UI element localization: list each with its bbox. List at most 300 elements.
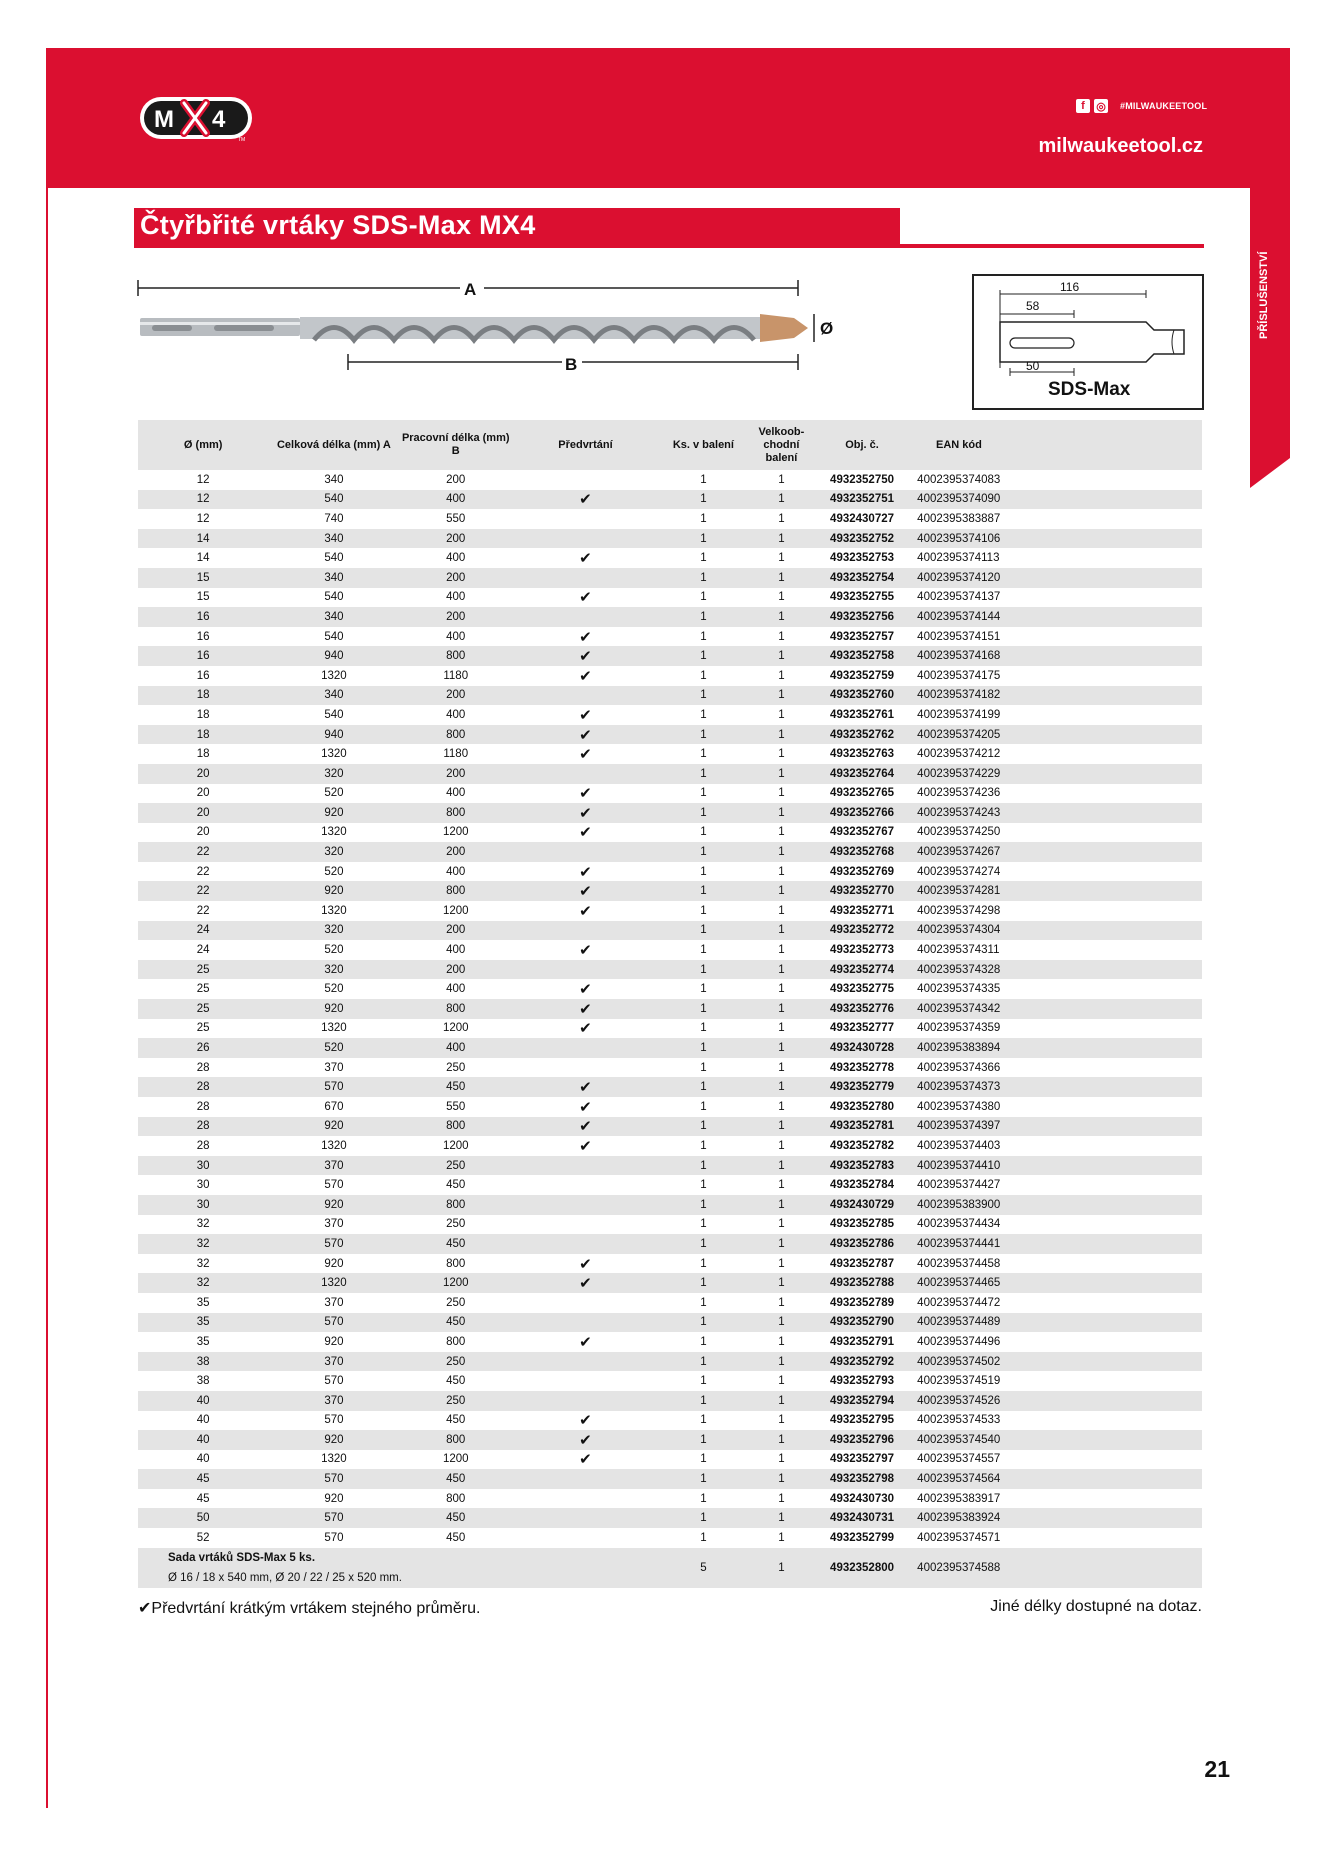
cell-length: 370 <box>324 1218 344 1231</box>
svg-text:4: 4 <box>212 106 226 133</box>
svg-text:M: M <box>154 106 174 133</box>
cell-length: 520 <box>324 787 344 800</box>
set-description <box>138 1548 659 1588</box>
cell-pad <box>1009 1508 1202 1528</box>
cell-length: 370 <box>268 1352 399 1372</box>
cell-predrill <box>512 509 659 529</box>
cell-predrill <box>512 1313 659 1333</box>
cell-bulk: 1 <box>778 1531 785 1544</box>
table-row <box>138 842 1202 862</box>
cell-work-length: 450 <box>400 1469 512 1489</box>
cell-ean: 4002395374557 <box>917 1453 1001 1466</box>
side-tab-label: PŘÍSLUŠENSTVÍ <box>1258 251 1270 339</box>
cell-predrill <box>512 960 659 980</box>
cell-length: 370 <box>268 1391 399 1411</box>
cell-length: 320 <box>268 842 399 862</box>
cell-ean: 4002395383924 <box>909 1508 1009 1528</box>
cell-pad <box>1009 548 1202 568</box>
cell-work-length: 800 <box>400 881 512 901</box>
cell-ean: 4002395374465 <box>909 1273 1009 1293</box>
cell-pad <box>1009 1136 1202 1156</box>
cell-bulk: 1 <box>748 646 815 666</box>
table-row <box>138 1195 1202 1215</box>
cell-bulk: 1 <box>748 1508 815 1528</box>
cell-work-length: 400 <box>446 983 466 996</box>
cell-bulk: 1 <box>778 1453 785 1466</box>
cell-work-length: 250 <box>446 1218 466 1231</box>
mx4-logo <box>134 93 256 143</box>
drill-bit-illustration <box>134 270 834 380</box>
cell-pad <box>1009 1450 1202 1470</box>
cell-pad <box>1009 1175 1202 1195</box>
cell-bulk: 1 <box>748 881 815 901</box>
table-row <box>138 1450 1202 1470</box>
instagram-icon[interactable]: ◎ <box>1094 99 1108 113</box>
cell-pad <box>1009 1528 1202 1548</box>
cell-pad <box>1009 1156 1202 1176</box>
cell-ean: 4002395374205 <box>909 725 1009 745</box>
cell-bulk: 1 <box>778 1296 785 1309</box>
cell-work-length: 1200 <box>400 1273 512 1293</box>
cell-pad <box>1009 940 1202 960</box>
table-row <box>138 529 1202 549</box>
cell-pcs: 1 <box>659 529 748 549</box>
cell-ean: 4002395374083 <box>917 473 1001 486</box>
cell-dia: 12 <box>196 473 210 486</box>
cell-code: 4932352771 <box>830 904 895 917</box>
cell-length: 570 <box>324 1414 344 1427</box>
cell-code: 4932352800 <box>815 1548 909 1588</box>
cell-pcs: 1 <box>659 1077 748 1097</box>
table-row-set <box>138 1548 1202 1588</box>
cell-predrill: ✔ <box>579 589 592 607</box>
cell-pcs: 1 <box>700 1100 707 1113</box>
footnote-right: Jiné délky dostupné na dotaz. <box>990 1598 1202 1615</box>
cell-ean: 4002395374564 <box>909 1469 1009 1489</box>
cell-pcs: 1 <box>659 1430 748 1450</box>
table-row <box>138 646 1202 666</box>
cell-pcs: 1 <box>659 607 748 627</box>
cell-length: 1320 <box>321 1139 347 1152</box>
cell-code: 4932352790 <box>815 1313 909 1333</box>
cell-work-length: 450 <box>446 1375 466 1388</box>
table-row <box>138 1528 1202 1548</box>
cell-code: 4932352798 <box>815 1469 909 1489</box>
cell-pad <box>1009 686 1202 706</box>
cell-work-length: 800 <box>446 1335 466 1348</box>
dim-dia-label: Ø <box>820 319 834 338</box>
cell-ean: 4002395374137 <box>917 591 1001 604</box>
cell-dia: 16 <box>138 607 268 627</box>
cell-length: 1320 <box>321 826 347 839</box>
cell-dia: 22 <box>138 842 268 862</box>
cell-predrill: ✔ <box>579 902 592 920</box>
page-frame-line <box>46 48 48 1808</box>
cell-pad <box>1009 1430 1202 1450</box>
cell-work-length: 450 <box>400 1234 512 1254</box>
site-url[interactable]: milwaukeetool.cz <box>1038 135 1203 157</box>
cell-bulk: 1 <box>778 1022 785 1035</box>
cell-dia: 15 <box>138 568 268 588</box>
cell-ean: 4002395374182 <box>909 686 1009 706</box>
cell-bulk: 1 <box>748 999 815 1019</box>
cell-ean: 4002395374366 <box>917 1061 1001 1074</box>
cell-work-length: 250 <box>400 1391 512 1411</box>
cell-code: 4932352775 <box>830 983 895 996</box>
cell-length: 370 <box>324 1296 344 1309</box>
table-row <box>138 1273 1202 1293</box>
cell-pcs: 1 <box>700 1061 707 1074</box>
cell-bulk: 1 <box>748 803 815 823</box>
cell-length: 570 <box>268 1077 399 1097</box>
table-row <box>138 705 1202 725</box>
cell-bulk: 1 <box>748 960 815 980</box>
cell-dia: 25 <box>196 983 210 996</box>
cell-work-length: 450 <box>446 1179 466 1192</box>
cell-dia: 16 <box>138 646 268 666</box>
cell-dia: 22 <box>196 865 210 878</box>
cell-pad <box>1009 1058 1202 1078</box>
cell-pad <box>1009 999 1202 1019</box>
cell-dia: 45 <box>138 1469 268 1489</box>
cell-ean: 4002395374496 <box>917 1335 1001 1348</box>
cell-pad <box>1009 490 1202 510</box>
table-row <box>138 1058 1202 1078</box>
cell-pad <box>1009 979 1202 999</box>
cell-work-length: 800 <box>400 1117 512 1137</box>
cell-predrill: ✔ <box>579 706 592 724</box>
header-dia: Ø (mm) <box>138 420 268 470</box>
cell-dia: 30 <box>196 1179 210 1192</box>
table-row <box>138 901 1202 921</box>
table-header-row <box>138 420 1202 470</box>
table-row <box>138 1430 1202 1450</box>
cell-predrill: ✔ <box>579 628 592 646</box>
table-row <box>138 940 1202 960</box>
header-ean: EAN kód <box>909 420 1009 470</box>
cell-pad <box>1009 1215 1202 1235</box>
cell-predrill: ✔ <box>579 1333 592 1351</box>
cell-predrill: ✔ <box>579 1412 592 1430</box>
cell-dia: 40 <box>196 1453 210 1466</box>
cell-bulk: 1 <box>748 1195 815 1215</box>
cell-code: 4932352799 <box>830 1531 895 1544</box>
cell-pcs: 1 <box>700 1022 707 1035</box>
cell-pad <box>1009 1273 1202 1293</box>
cell-code: 4932352773 <box>830 944 895 957</box>
table-row <box>138 686 1202 706</box>
cell-pad <box>1009 1293 1202 1313</box>
cell-dia: 32 <box>196 1257 210 1270</box>
dim-116: 116 <box>1060 280 1080 294</box>
cell-ean: 4002395374397 <box>909 1117 1009 1137</box>
cell-length: 570 <box>268 1313 399 1333</box>
cell-length: 370 <box>324 1061 344 1074</box>
table-row <box>138 627 1202 647</box>
table-row <box>138 1313 1202 1333</box>
cell-length: 540 <box>324 630 344 643</box>
cell-code: 4932352783 <box>815 1156 909 1176</box>
table-row <box>138 1077 1202 1097</box>
cell-code: 4932352781 <box>815 1117 909 1137</box>
cell-length: 1320 <box>321 1453 347 1466</box>
cell-dia: 16 <box>196 669 210 682</box>
cell-pcs: 1 <box>659 1313 748 1333</box>
cell-dia: 38 <box>196 1375 210 1388</box>
facebook-icon[interactable]: f <box>1076 99 1090 113</box>
cell-bulk: 1 <box>748 568 815 588</box>
cell-pad <box>1009 784 1202 804</box>
set-desc: Ø 16 / 18 x 540 mm, Ø 20 / 22 / 25 x 520 mm. <box>168 1571 402 1584</box>
cell-code: 4932352757 <box>830 630 895 643</box>
cell-pad <box>1009 1019 1202 1039</box>
cell-pcs: 1 <box>659 960 748 980</box>
cell-bulk: 1 <box>778 1100 785 1113</box>
cell-dia: 35 <box>196 1335 210 1348</box>
cell-ean: 4002395374267 <box>909 842 1009 862</box>
dim-50: 50 <box>1026 359 1040 373</box>
cell-bulk: 1 <box>778 1414 785 1427</box>
cell-bulk: 1 <box>778 1492 785 1505</box>
cell-code: 4932352777 <box>830 1022 895 1035</box>
cell-pcs: 1 <box>700 1414 707 1427</box>
cell-dia: 40 <box>138 1391 268 1411</box>
cell-length: 920 <box>324 1257 344 1270</box>
cell-work-length: 450 <box>446 1414 466 1427</box>
table-row <box>138 862 1202 882</box>
cell-predrill: ✔ <box>579 1451 592 1469</box>
cell-pad <box>1009 1117 1202 1137</box>
cell-pcs: 1 <box>700 512 707 525</box>
cell-work-length: 400 <box>400 490 512 510</box>
cell-code: 4932352780 <box>830 1100 895 1113</box>
cell-dia: 28 <box>138 1117 268 1137</box>
cell-predrill <box>512 568 659 588</box>
cell-pcs: 1 <box>700 669 707 682</box>
table-row <box>138 548 1202 568</box>
cell-pcs: 1 <box>700 473 707 486</box>
cell-ean: 4002395374403 <box>917 1139 1001 1152</box>
table-row <box>138 921 1202 941</box>
cell-pcs: 1 <box>659 1469 748 1489</box>
cell-bulk: 1 <box>778 1179 785 1192</box>
cell-pcs: 1 <box>700 1179 707 1192</box>
cell-dia: 24 <box>138 921 268 941</box>
cell-predrill <box>512 529 659 549</box>
cell-ean: 4002395374243 <box>909 803 1009 823</box>
cell-ean: 4002395374274 <box>917 865 1001 878</box>
cell-pcs: 1 <box>659 1391 748 1411</box>
cell-dia: 28 <box>196 1100 210 1113</box>
table-row <box>138 568 1202 588</box>
cell-ean: 4002395374519 <box>917 1375 1001 1388</box>
cell-code: 4932352776 <box>815 999 909 1019</box>
cell-predrill <box>512 1508 659 1528</box>
cell-work-length: 200 <box>400 568 512 588</box>
cell-work-length: 250 <box>400 1352 512 1372</box>
table-row <box>138 744 1202 764</box>
cell-bulk: 1 <box>778 630 785 643</box>
cell-bulk: 1 <box>778 552 785 565</box>
cell-code: 4932352796 <box>815 1430 909 1450</box>
cell-predrill: ✔ <box>579 746 592 764</box>
cell-code: 4932352762 <box>815 725 909 745</box>
cell-ean: 4002395374298 <box>917 904 1001 917</box>
cell-length: 920 <box>268 1195 399 1215</box>
cell-bulk: 1 <box>748 1038 815 1058</box>
cell-pad <box>1009 1371 1202 1391</box>
cell-ean: 4002395374359 <box>917 1022 1001 1035</box>
cell-bulk: 1 <box>778 904 785 917</box>
cell-predrill: ✔ <box>579 981 592 999</box>
cell-code: 4932352792 <box>815 1352 909 1372</box>
cell-length: 1320 <box>321 669 347 682</box>
cell-code: 4932352756 <box>815 607 909 627</box>
cell-work-length: 250 <box>400 1156 512 1176</box>
table-row <box>138 1293 1202 1313</box>
cell-work-length: 1180 <box>443 669 469 682</box>
cell-length: 1320 <box>321 904 347 917</box>
cell-ean: 4002395383900 <box>909 1195 1009 1215</box>
cell-length: 520 <box>324 865 344 878</box>
cell-code: 4932430728 <box>815 1038 909 1058</box>
cell-predrill <box>512 842 659 862</box>
cell-pcs: 1 <box>659 999 748 1019</box>
cell-ean: 4002395374533 <box>917 1414 1001 1427</box>
cell-bulk: 1 <box>778 1139 785 1152</box>
cell-predrill: ✔ <box>579 785 592 803</box>
table-row <box>138 666 1202 686</box>
cell-pcs: 1 <box>700 1296 707 1309</box>
cell-dia: 28 <box>196 1139 210 1152</box>
cell-ean: 4002395383917 <box>917 1492 1001 1505</box>
cell-work-length: 1180 <box>443 748 469 761</box>
cell-work-length: 200 <box>400 764 512 784</box>
cell-predrill: ✔ <box>512 725 659 745</box>
cell-code: 4932352795 <box>830 1414 895 1427</box>
cell-bulk: 1 <box>778 1335 785 1348</box>
cell-pad <box>1009 823 1202 843</box>
table-row <box>138 1038 1202 1058</box>
cell-work-length: 250 <box>446 1296 466 1309</box>
cell-code: 4932352764 <box>815 764 909 784</box>
cell-ean: 4002395374434 <box>917 1218 1001 1231</box>
cell-dia: 18 <box>138 725 268 745</box>
cell-pad <box>1009 1195 1202 1215</box>
cell-pad <box>1009 803 1202 823</box>
cell-pcs: 1 <box>700 630 707 643</box>
cell-bulk: 1 <box>748 1077 815 1097</box>
cell-work-length: 400 <box>446 865 466 878</box>
cell-length: 520 <box>324 983 344 996</box>
cell-length: 940 <box>268 725 399 745</box>
cell-ean: 4002395374342 <box>909 999 1009 1019</box>
cell-dia: 25 <box>138 999 268 1019</box>
cell-ean: 4002395374427 <box>917 1179 1001 1192</box>
cell-ean: 4002395383887 <box>917 512 1001 525</box>
cell-code: 4932352772 <box>815 921 909 941</box>
cell-dia: 32 <box>138 1273 268 1293</box>
cell-bulk: 1 <box>748 1234 815 1254</box>
cell-bulk: 1 <box>748 1430 815 1450</box>
table-row <box>138 1175 1202 1195</box>
cell-predrill: ✔ <box>579 1020 592 1038</box>
cell-length: 540 <box>324 552 344 565</box>
cell-ean: 4002395374151 <box>917 630 1001 643</box>
cell-work-length: 400 <box>446 552 466 565</box>
cell-dia: 12 <box>196 512 210 525</box>
cell-work-length: 400 <box>446 708 466 721</box>
cell-predrill <box>512 470 659 490</box>
cell-pcs: 1 <box>700 1139 707 1152</box>
cell-pad <box>1009 1548 1202 1588</box>
cell-ean: 4002395374311 <box>917 944 1000 957</box>
cell-code: 4932430729 <box>815 1195 909 1215</box>
table-row <box>138 979 1202 999</box>
cell-pcs: 1 <box>700 1375 707 1388</box>
cell-pcs: 1 <box>659 881 748 901</box>
cell-ean: 4002395374458 <box>917 1257 1001 1270</box>
cell-pad <box>1009 744 1202 764</box>
cell-predrill <box>512 1175 659 1195</box>
cell-length: 920 <box>324 1335 344 1348</box>
cell-predrill <box>512 921 659 941</box>
cell-pcs: 1 <box>700 787 707 800</box>
cell-length: 1320 <box>321 748 347 761</box>
cell-ean: 4002395374304 <box>909 921 1009 941</box>
cell-ean: 4002395374526 <box>909 1391 1009 1411</box>
cell-length: 340 <box>268 568 399 588</box>
cell-code: 4932352760 <box>815 686 909 706</box>
cell-pcs: 1 <box>659 1352 748 1372</box>
table-row <box>138 588 1202 608</box>
table-row <box>138 881 1202 901</box>
table-row <box>138 1156 1202 1176</box>
table-row <box>138 1019 1202 1039</box>
cell-ean: 4002395374144 <box>909 607 1009 627</box>
cell-code: 4932352753 <box>830 552 895 565</box>
cell-pad <box>1009 646 1202 666</box>
cell-pad <box>1009 842 1202 862</box>
table-row <box>138 1136 1202 1156</box>
cell-dia: 22 <box>196 904 210 917</box>
cell-code: 4932352765 <box>830 787 895 800</box>
cell-dia: 20 <box>138 803 268 823</box>
cell-dia: 12 <box>138 490 268 510</box>
cell-dia: 30 <box>138 1156 268 1176</box>
cell-length: 570 <box>268 1508 399 1528</box>
cell-predrill: ✔ <box>512 490 659 510</box>
cell-length: 920 <box>268 803 399 823</box>
cell-pcs: 1 <box>659 842 748 862</box>
cell-pcs: 1 <box>700 552 707 565</box>
cell-code: 4932352793 <box>830 1375 895 1388</box>
table-row <box>138 784 1202 804</box>
cell-bulk: 1 <box>778 1257 785 1270</box>
cell-bulk: 1 <box>748 1117 815 1137</box>
hashtag: #MILWAUKEETOOL <box>1120 101 1208 111</box>
cell-code: 4932352751 <box>815 490 909 510</box>
cell-ean: 4002395374212 <box>917 748 1001 761</box>
cell-dia: 28 <box>138 1077 268 1097</box>
cell-predrill: ✔ <box>512 999 659 1019</box>
cell-length: 570 <box>268 1469 399 1489</box>
table-row <box>138 960 1202 980</box>
cell-code: 4932352763 <box>830 748 895 761</box>
cell-ean: 4002395374328 <box>909 960 1009 980</box>
cell-pad <box>1009 1332 1202 1352</box>
cell-pad <box>1009 725 1202 745</box>
